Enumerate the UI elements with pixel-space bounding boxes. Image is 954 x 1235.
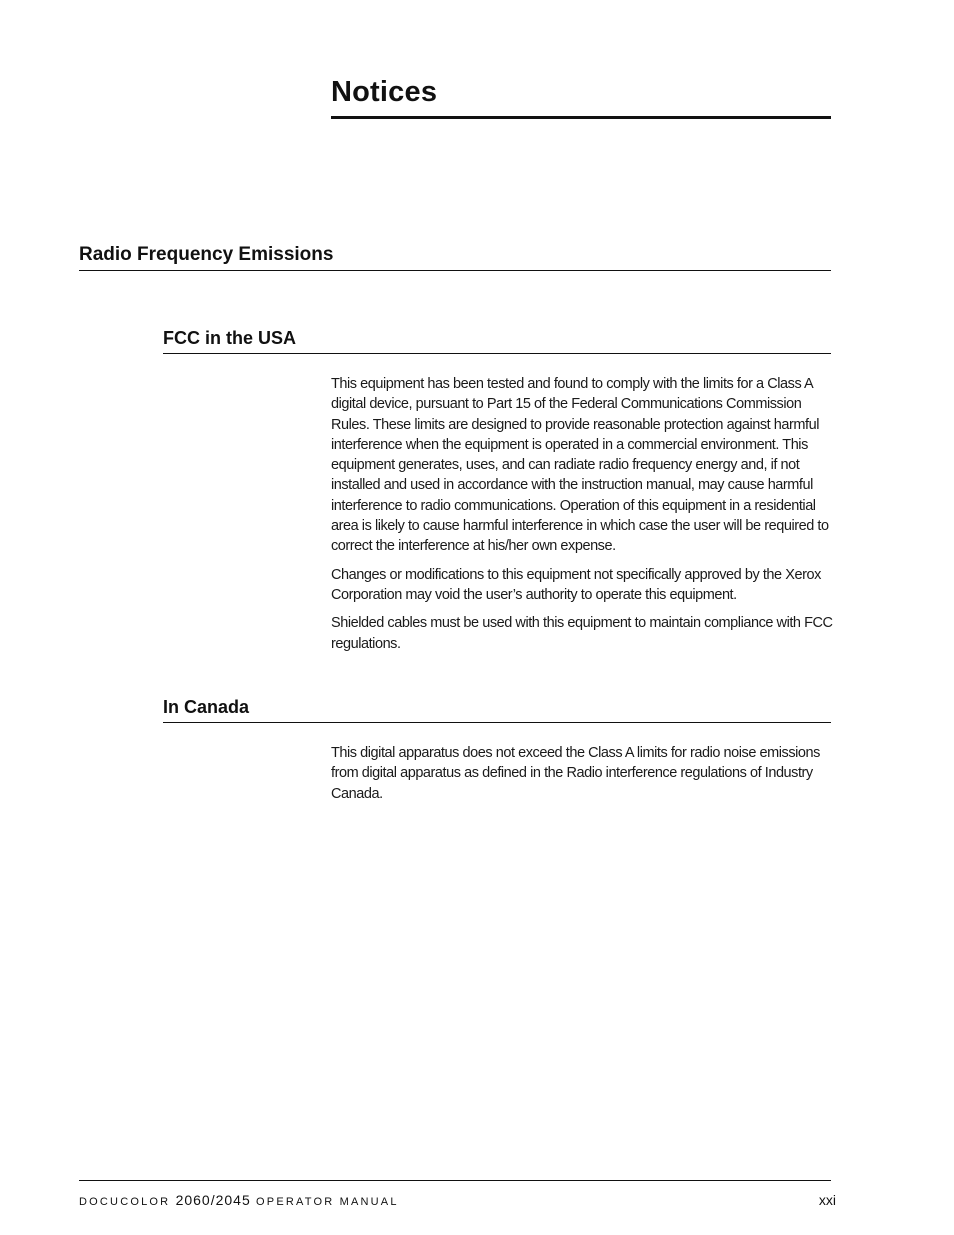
subsection-rule-fcc [163,353,831,354]
canada-body [331,743,834,812]
fcc-paragraph: Shielded cables must be used with this equipment to maintain compliance with FCC regulations. [331,615,833,652]
subsection-heading-canada: In Canada [163,697,250,717]
footer-model: 2060/2045 [175,1192,251,1208]
footer-manual-title [79,1191,399,1211]
subsection-rule-canada [163,722,831,723]
section-rule [79,270,831,271]
fcc-paragraph: Changes or modifications to this equipment not specifically approved by the Xerox Corporation may void the user’s authority to operate this equipment. [331,566,821,603]
page-title: Notices [331,76,438,108]
fcc-paragraph: This equipment has been tested and found to comply with the limits for a Class A digital device, pursuant to Part 15 of the Federal Communications Commission Rules. These limits are designed to provide reasonable protection against harmful interference when the equipment is operated in a commercial environment. This equipment generates, uses, and can radiate radio frequency energy and, if not installed and used in accordance with the instruction manual, may cause harmful interference to radio communications. Operation of this equipment in a residential area is likely to cause harmful interference in which case the user will be required to correct the interference at his/her own expense. [331,376,829,555]
fcc-body [331,374,834,662]
title-rule [331,116,831,119]
canada-paragraph: This digital apparatus does not exceed the Class A limits for radio noise emissions from digital apparatus as defined in the Radio interference regulations of Industry Canada. [331,745,820,802]
subsection-heading-fcc: FCC in the USA [163,328,296,348]
footer-brand: DOCUCOLOR [79,1196,171,1208]
footer-rule [79,1180,831,1181]
page-number: xxi [818,1192,836,1208]
section-heading-radio-frequency-emissions: Radio Frequency Emissions [79,244,334,265]
footer-manual: OPERATOR MANUAL [256,1196,399,1208]
